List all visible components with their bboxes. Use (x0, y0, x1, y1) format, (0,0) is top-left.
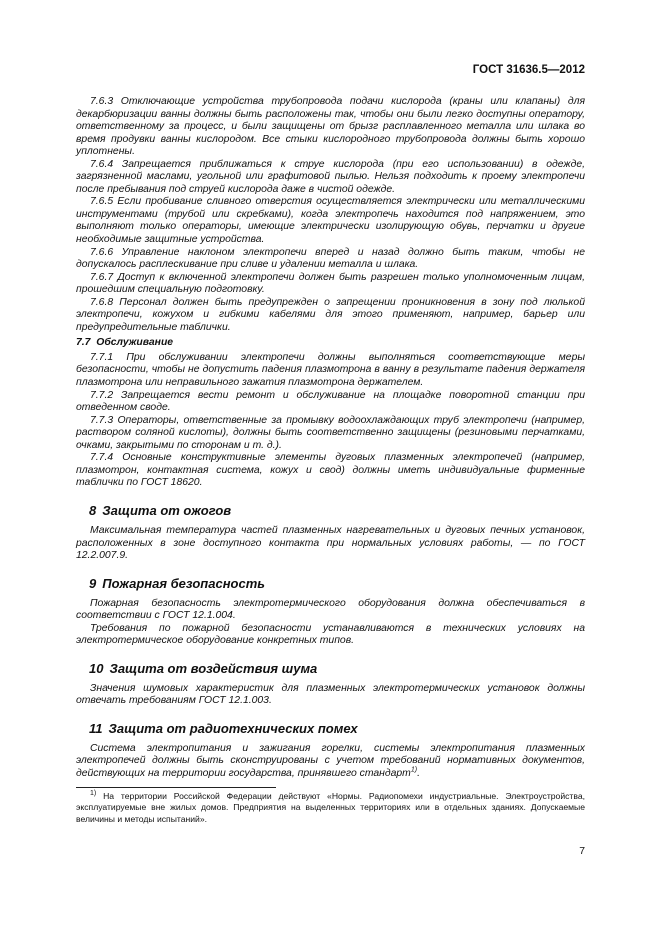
footnote-text: На территории Российской Федерации действуют «Нормы. Радиопомехи индустриальные. Электроустройства, эксплуатируемые вне жилых домов. Предприятия на выделенных территориях или в отдельных зданиях. Допускаемые величины и методы испытаний». (76, 790, 585, 824)
paragraph-7-7-2: 7.7.2 Запрещается вести ремонт и обслуживание на площадке поворотной станции при отведенном своде. (76, 389, 585, 414)
section-9-number: 9 (89, 575, 97, 591)
section-8-number: 8 (89, 502, 97, 518)
page-number: 7 (579, 846, 585, 857)
paragraph-7-6-8: 7.6.8 Персонал должен быть предупрежден о запрещении проникновения в зону под люлькой электропечи, кожухом и гибкими кабелями для этого применяют, например, барьер или предупредительные таблички. (76, 296, 585, 333)
subsection-7-7-heading (76, 337, 585, 350)
section-9-paragraph-2: Требования по пожарной безопасности устанавливаются в технических условиях на электротермическое оборудование конкретных типов. (76, 622, 585, 647)
standard-header: ГОСТ 31636.5—2012 (472, 64, 585, 76)
section-11-title: Защита от радиотехнических помех (108, 720, 358, 736)
section-11-number: 11 (89, 720, 103, 736)
section-8-title: Защита от ожогов (102, 502, 232, 518)
paragraph-7-7-4: 7.7.4 Основные конструктивные элементы дуговых плазменных электропечей (например, плазмотрон, контактная система, кожух и свод) должны иметь индивидуальные фирменные таблички по ГОСТ 18620. (76, 452, 585, 489)
paragraph-7-6-3: 7.6.3 Отключающие устройства трубопровода подачи кислорода (краны или клапаны) для декарбюризации ванны должны быть расположены так, чтобы они были легко доступны оператору, ответственному за процесс, и были защищены от брызг расплавленного металла или шлака во время продувки ванны кислородом. Все стыки кислородного трубопровода должны быть хорошо уплотнены. (76, 96, 585, 158)
section-10-number: 10 (89, 660, 104, 676)
paragraph-7-6-4: 7.6.4 Запрещается приближаться к струе кислорода (при его использовании) в одежде, загрязненной маслами, угольной или графитовой пылью. Нельзя подходить к проему электропечи после пребывания под струей кислорода даже в чистой одежде. (76, 158, 585, 195)
section-9-heading (89, 576, 585, 592)
section-10-text: Значения шумовых характеристик для плазменных электротермических установок должны отвечать требованиям ГОСТ 12.1.003. (76, 682, 585, 707)
section-11-text (76, 743, 585, 781)
paragraph-group-7-7 (76, 352, 585, 490)
section-8-heading (89, 503, 585, 519)
section-10-heading (89, 661, 585, 677)
footnote-mark: 1) (90, 789, 97, 797)
footnote-reference: 1) (410, 766, 418, 774)
paragraph-7-6-7: 7.6.7 Доступ к включенной электропечи должен быть разрешен только уполномоченным лицам, прошедшим специальную подготовку. (76, 271, 585, 296)
section-11-text-end: . (417, 767, 420, 779)
paragraph-7-6-5: 7.6.5 Если пробивание сливного отверстия осуществляется электрически или металлическими инструментами (трубой или скребками), когда электропечь находится под напряжением, это выполняют только операторы, имеющие электрически изолирующую обувь, перчатки и другие необходимые защитные устройства. (76, 196, 585, 246)
paragraph-7-7-1: 7.7.1 При обслуживании электропечи должны выполняться соответствующие меры безопасности, чтобы не допустить падения плазмотрона в ванну в результате падения держателя плазмотрона или неправильного зажатия плазмотрона держателем. (76, 351, 585, 389)
paragraph-7-7-3: 7.7.3 Операторы, ответственные за промывку водоохлаждающих труб электропечи (например, раствором соляной кислоты), должны быть соответственно защищены (резиновыми перчатками, очками, закрытыми по сторонам и т. д.). (76, 414, 585, 451)
section-11-heading (89, 721, 585, 737)
section-8-text: Максимальная температура частей плазменных нагревательных и дуговых печных установок, расположенных в зоне доступного контакта при нормальных условиях работы, — по ГОСТ 12.2.007.9. (76, 524, 585, 562)
section-9-paragraph-1: Пожарная безопасность электротермического оборудования должна обеспечиваться в соответствии с ГОСТ 12.1.004. (76, 597, 585, 622)
section-10-title: Защита от воздействия шума (109, 660, 318, 676)
document-body (76, 96, 585, 825)
subsection-7-7-title: Обслуживание (96, 337, 174, 349)
footnote (76, 791, 585, 826)
paragraph-7-6-6: 7.6.6 Управление наклоном электропечи вперед и назад должно быть таким, чтобы не допускалось расплескивание при сливе и удалении металла и шлака. (76, 246, 585, 271)
section-11-text-main: Система электропитания и зажигания горелки, системы электропитания плазменных электропечей должны быть сконструированы с учетом требований нормативных документов, действующих на территории государства, принявшего стандарт (76, 742, 585, 779)
subsection-7-7-number: 7.7 (76, 337, 91, 349)
section-9-title: Пожарная безопасность (102, 575, 265, 591)
footnote-separator (76, 787, 276, 788)
paragraph-group-7-6 (76, 96, 585, 334)
